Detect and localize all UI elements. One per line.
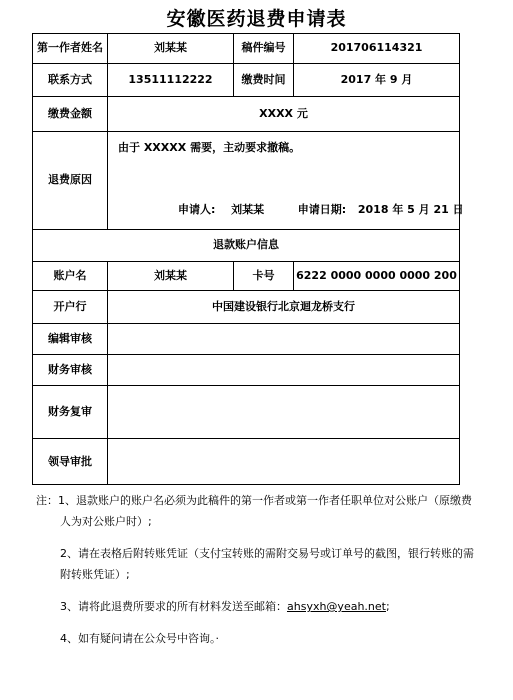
card-label: 卡号 [234, 261, 294, 291]
row-editor-review [33, 323, 460, 355]
manuscript-label: 稿件编号 [234, 34, 294, 64]
amount-value: XXXX 元 [108, 97, 460, 132]
row-account [33, 261, 460, 291]
reason-text: 由于 XXXXX 需要，主动要求撤稿。 [118, 140, 301, 154]
notes-section [36, 490, 476, 660]
note-4 [36, 628, 476, 649]
bank-value: 中国建设银行北京迴龙桥支行 [108, 291, 460, 324]
contact-value: 13511112222 [108, 63, 234, 97]
finance-recheck-field[interactable] [108, 385, 460, 438]
reason-label: 退费原因 [33, 131, 108, 229]
contact-label: 联系方式 [33, 63, 108, 97]
author-value: 刘某某 [108, 34, 234, 64]
finance-recheck-label: 财务复审 [33, 385, 108, 438]
refund-account-header: 退款账户信息 [33, 229, 460, 261]
note-2-line-1: 2、请在表格后附转账凭证（支付宝转账的需附交易号或订单号的截图，银行转账的需 [60, 547, 474, 560]
row-refund-header [33, 229, 460, 261]
note-1-line-2: 人为对公账户时）; [60, 515, 152, 528]
email-link[interactable]: ahsyxh@yeah.net [287, 600, 386, 613]
note-4-line: 4、如有疑问请在公众号中咨询。· [60, 632, 219, 645]
row-author [33, 34, 460, 64]
row-leader-approval [33, 439, 460, 485]
applicant-label: 申请人: [178, 202, 216, 216]
row-finance-review [33, 355, 460, 386]
account-name-label: 账户名 [33, 261, 108, 291]
card-value: 6222 0000 0000 0000 200 [294, 261, 460, 291]
row-amount [33, 97, 460, 132]
row-finance-recheck [33, 385, 460, 438]
finance-review-label: 财务审核 [33, 355, 108, 386]
note-3-prefix: 3、请将此退费所要求的所有材料发送至邮箱： [60, 600, 287, 613]
signature-line [178, 203, 464, 217]
applicant-value: 刘某某 [231, 202, 265, 216]
note-3 [36, 596, 476, 617]
leader-approval-label: 领导审批 [33, 439, 108, 485]
note-3-suffix: ; [385, 600, 390, 613]
editor-review-field[interactable] [108, 323, 460, 355]
form-title: 安徽医药退费申请表 [166, 8, 347, 30]
row-contact [33, 63, 460, 97]
manuscript-value: 201706114321 [294, 34, 460, 64]
account-name-value: 刘某某 [108, 261, 234, 291]
note-2-line-2: 附转账凭证）; [60, 568, 130, 581]
refund-form-table [32, 33, 464, 485]
note-1-line-1: 注：1、退款账户的账户名必须为此稿件的第一作者或第一作者任职单位对公账户（原缴费 [36, 494, 472, 507]
apply-date-value: 2018 年 5 月 21 日 [357, 202, 464, 216]
note-3-line [36, 596, 476, 617]
note-2 [36, 543, 476, 585]
bank-label: 开户行 [33, 291, 108, 324]
paytime-value: 2017 年 9 月 [294, 63, 460, 97]
editor-review-label: 编辑审核 [33, 323, 108, 355]
apply-date-label: 申请日期: [297, 202, 347, 216]
leader-approval-field[interactable] [108, 439, 460, 485]
row-reason [33, 131, 460, 229]
finance-review-field[interactable] [108, 355, 460, 386]
row-bank [33, 291, 460, 324]
reason-cell [108, 131, 464, 229]
paytime-label: 缴费时间 [234, 63, 294, 97]
author-label: 第一作者姓名 [33, 34, 108, 64]
note-1 [36, 490, 476, 532]
amount-label: 缴费金额 [33, 97, 108, 132]
